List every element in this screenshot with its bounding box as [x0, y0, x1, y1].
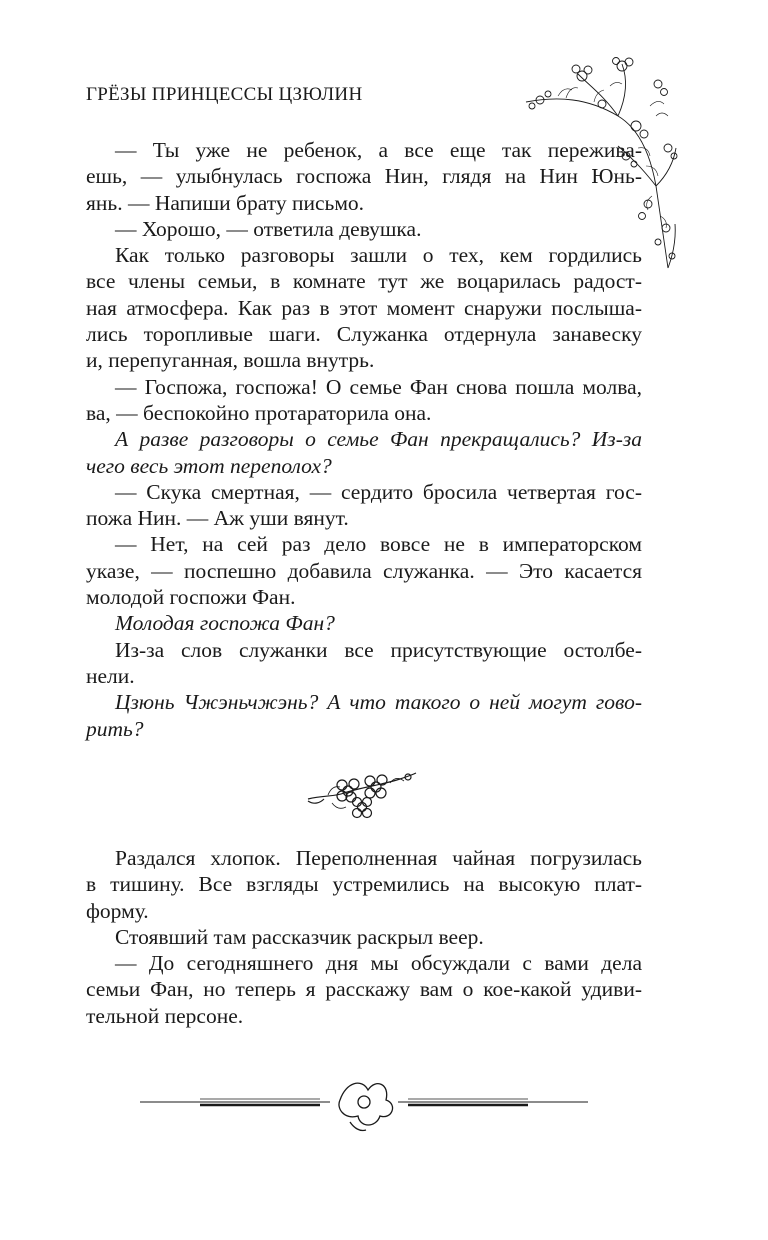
running-title: ГРЁЗЫ ПРИНЦЕССЫ ЦЗЮЛИН	[86, 84, 363, 105]
text-line: ешь, — улыбнулась госпожа Нин, глядя на Нин Юнь-	[86, 164, 642, 189]
text-line: лись торопливые шаги. Служанка отдернула занавеску	[86, 322, 642, 347]
text-line: указе, — поспешно добавила служанка. — Это касается	[86, 558, 642, 583]
text-line: — Скука смертная, — сердито бросила четвертая гос-	[115, 479, 642, 504]
text-line: Из-за слов служанки все присутствующие остолбе-	[115, 637, 642, 662]
text-line: Молодая госпожа Фан?	[115, 611, 335, 636]
text-line: и, перепуганная, вошла внутрь.	[86, 348, 375, 373]
text-line: — Ты уже не ребенок, а все еще так пережива-	[115, 138, 642, 162]
text-line: семьи Фан, но теперь я расскажу вам о кое-какой удиви-	[86, 977, 642, 1002]
text-line: янь. — Напиши брату письмо.	[86, 190, 365, 215]
flower-rule-icon	[140, 1072, 588, 1134]
text-line: тельной персоне.	[86, 1003, 244, 1028]
text-line: — До сегодняшнего дня мы обсуждали с вами дела	[115, 951, 642, 976]
text-line: Раздался хлопок. Переполненная чайная погрузилась	[115, 846, 642, 870]
text-line: — Госпожа, госпожа! О семье Фан снова пошла молва,	[115, 374, 642, 399]
text-line: Цзюнь Чжэньчжэнь? А что такого о ней могут гово-	[115, 690, 642, 715]
text-line: пожа Нин. — Аж уши вянут.	[86, 506, 349, 531]
flower-sprig-icon	[304, 765, 422, 823]
text-line: ва, — беспокойно протараторила она.	[86, 400, 432, 425]
text-line: Как только разговоры зашли о тех, кем гордились	[115, 243, 642, 268]
text-line: молодой госпожи Фан.	[86, 585, 296, 610]
text-line: в тишину. Все взгляды устремились на высокую плат-	[86, 872, 642, 897]
text-line: — Хорошо, — ответила девушка.	[115, 216, 422, 241]
text-line: форму.	[86, 898, 149, 923]
text-line: рить?	[86, 716, 144, 741]
text-line: — Нет, на сей раз дело вовсе не в императорском	[115, 532, 642, 557]
text-line: ная атмосфера. Как раз в этот момент снаружи послыша-	[86, 295, 642, 320]
text-line: Стоявший там рассказчик раскрыл веер.	[115, 924, 484, 949]
text-line: нели.	[86, 663, 135, 688]
text-line: все члены семьи, в комнате тут же воцарилась радост-	[86, 269, 642, 294]
text-line: А разве разговоры о семье Фан прекращались? Из-за	[115, 427, 642, 452]
text-line: чего весь этот переполох?	[86, 453, 332, 478]
text-block-top	[86, 137, 642, 742]
text-block-bottom	[86, 845, 642, 1029]
